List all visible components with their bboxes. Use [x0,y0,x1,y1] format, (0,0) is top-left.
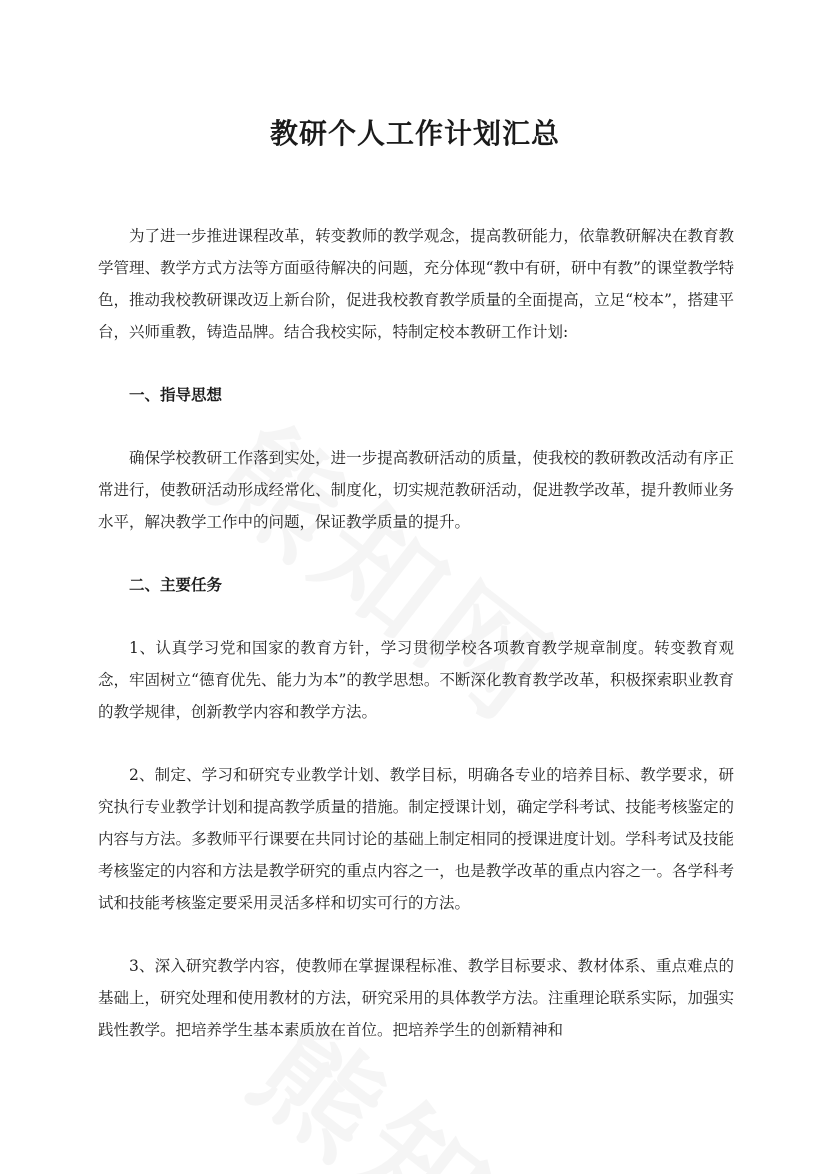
task-paragraph-1: 1、认真学习党和国家的教育方针，学习贯彻学校各项教育教学规章制度。转变教育观念，牢固树立“德育优先、能力为本”的教学思想。不断深化教育教学改革，积极探索职业教育的教学规律，创新教学内容和教学方法。 [98,639,734,721]
task-paragraph-3: 3、深入研究教学内容，使教师在掌握课程标准、教学目标要求、教材体系、重点难点的基础上，研究处理和使用教材的方法，研究采用的具体教学方法。注重理论联系实际，加强实践性教学。把培养学生基本素质放在首位。把培养学生的创新精神和 [98,957,734,1039]
task-paragraph-2: 2、制定、学习和研究专业教学计划、教学目标，明确各专业的培养目标、教学要求，研究执行专业教学计划和提高教学质量的措施。制定授课计划，确定学科考试、技能考核鉴定的内容与方法。多教师平行课要在共同讨论的基础上制定相同的授课进度计划。学科考试及技能考核鉴定的内容和方法是教学研究的重点内容之一，也是教学改革的重点内容之一。各学科考试和技能考核鉴定要采用灵活多样和切实可行的方法。 [98,766,734,912]
document-body [98,220,734,1046]
page-title: 教研个人工作计划汇总 [269,117,560,150]
section-heading-guiding-ideology: 一、指导思想 [129,385,223,404]
section-heading-main-tasks: 二、主要任务 [129,575,223,594]
intro-paragraph: 为了进一步推进课程改革，转变教师的教学观念，提高教研能力，依靠教研解决在教育教学管理、教学方式方法等方面亟待解决的问题，充分体现“教中有研，研中有教”的课堂教学特色，推动我校教研课改迈上新台阶，促进我校教育教学质量的全面提高，立足“校本”，搭建平台，兴师重教，铸造品牌。结合我校实际，特制定校本教研工作计划: [98,227,734,341]
section-paragraph: 确保学校教研工作落到实处，进一步提高教研活动的质量，使我校的教研教改活动有序正常进行，使教研活动形成经常化、制度化，切实规范教研活动，促进教学改革，提升教师业务水平，解决教学工作中的问题，保证教学质量的提升。 [98,449,734,531]
